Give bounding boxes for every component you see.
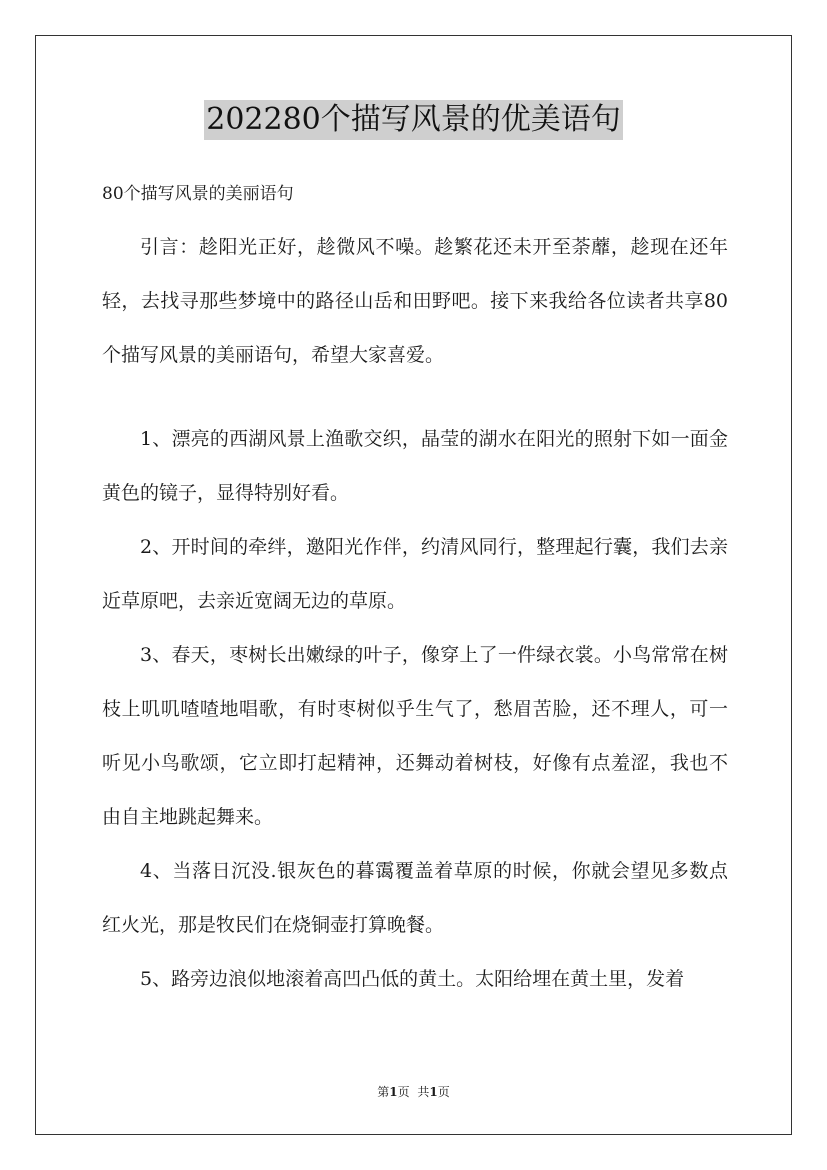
sentence-item-2: 2、开时间的牵绊，邀阳光作伴，约清风同行，整理起行囊，我们去亲近草原吧，去亲近宽阔无边的草原。: [102, 536, 728, 612]
total-pages: 1: [429, 1085, 438, 1099]
total-prefix: 共: [417, 1085, 430, 1099]
sentence-item-1: 1、漂亮的西湖风景上渔歌交织，晶莹的湖水在阳光的照射下如一面金黄色的镜子，显得特别好看。: [102, 428, 728, 504]
sentence-list: [102, 412, 728, 1006]
sentence-item-3: 3、春天，枣树长出嫩绿的叶子，像穿上了一件绿衣裳。小鸟常常在树枝上叽叽喳喳地唱歌，有时枣树似乎生气了，愁眉苦脸，还不理人，可一听见小鸟歌颂，它立即打起精神，还舞动着树枝，好像有点羞涩，我也不由自主地跳起舞来。: [102, 644, 728, 828]
page-prefix: 第: [377, 1085, 390, 1099]
intro-section: [102, 220, 728, 382]
sentence-item-5: 5、路旁边浪似地滚着高凹凸低的黄土。太阳给埋在黄土里，发着: [140, 968, 685, 990]
title-container: [0, 100, 827, 140]
document-subtitle: 80个描写风景的美丽语句: [102, 184, 294, 204]
page-number: 1: [389, 1085, 398, 1099]
document-title: 202280个描写风景的优美语句: [204, 100, 623, 140]
page-footer: [0, 1083, 827, 1101]
total-suffix: 页: [437, 1085, 450, 1099]
sentence-item-4: 4、当落日沉没.银灰色的暮霭覆盖着草原的时候，你就会望见多数点红火光，那是牧民们在烧铜壶打算晚餐。: [102, 860, 728, 936]
intro-paragraph: 引言：趁阳光正好，趁微风不噪。趁繁花还未开至荼蘼，趁现在还年轻，去找寻那些梦境中的路径山岳和田野吧。接下来我给各位读者共享80个描写风景的美丽语句，希望大家喜爱。: [102, 236, 728, 366]
page-suffix: 页: [397, 1085, 410, 1099]
